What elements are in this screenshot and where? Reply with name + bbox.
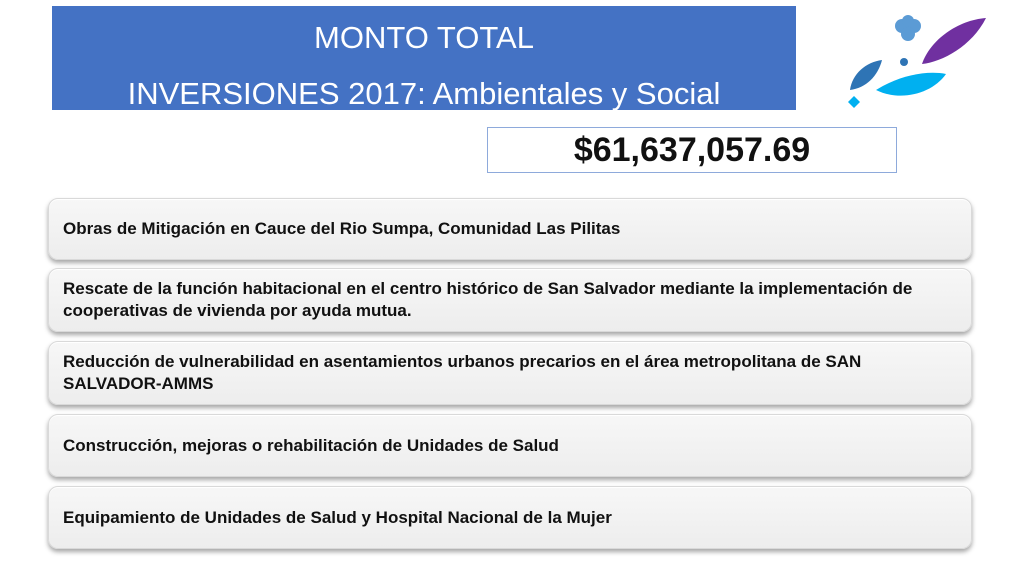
title-line-1: MONTO TOTAL (314, 20, 534, 55)
project-item-3 (48, 341, 972, 405)
project-label: Construcción, mejoras o rehabilitación de Unidades de Salud (63, 435, 559, 455)
total-amount: $61,637,057.69 (487, 127, 897, 173)
project-label: Equipamiento de Unidades de Salud y Hospital Nacional de la Mujer (63, 507, 612, 527)
project-label: Obras de Mitigación en Cauce del Rio Sumpa, Comunidad Las Pilitas (63, 219, 621, 238)
butterfly-logo-icon (838, 12, 998, 112)
project-item-1 (48, 198, 972, 260)
project-label: Reducción de vulnerabilidad en asentamientos urbanos precarios en el área metropolitana de SAN SALVADOR-AMMS (63, 352, 862, 393)
project-label: Rescate de la función habitacional en el centro histórico de San Salvador mediante la implementación de cooperativas de vivienda por ayuda mutua. (63, 279, 913, 320)
title-line-2: INVERSIONES 2017: Ambientales y Social (127, 76, 721, 111)
project-item-2 (48, 268, 972, 332)
project-item-4 (48, 414, 972, 477)
project-item-5 (48, 486, 972, 549)
title-banner (52, 6, 796, 110)
